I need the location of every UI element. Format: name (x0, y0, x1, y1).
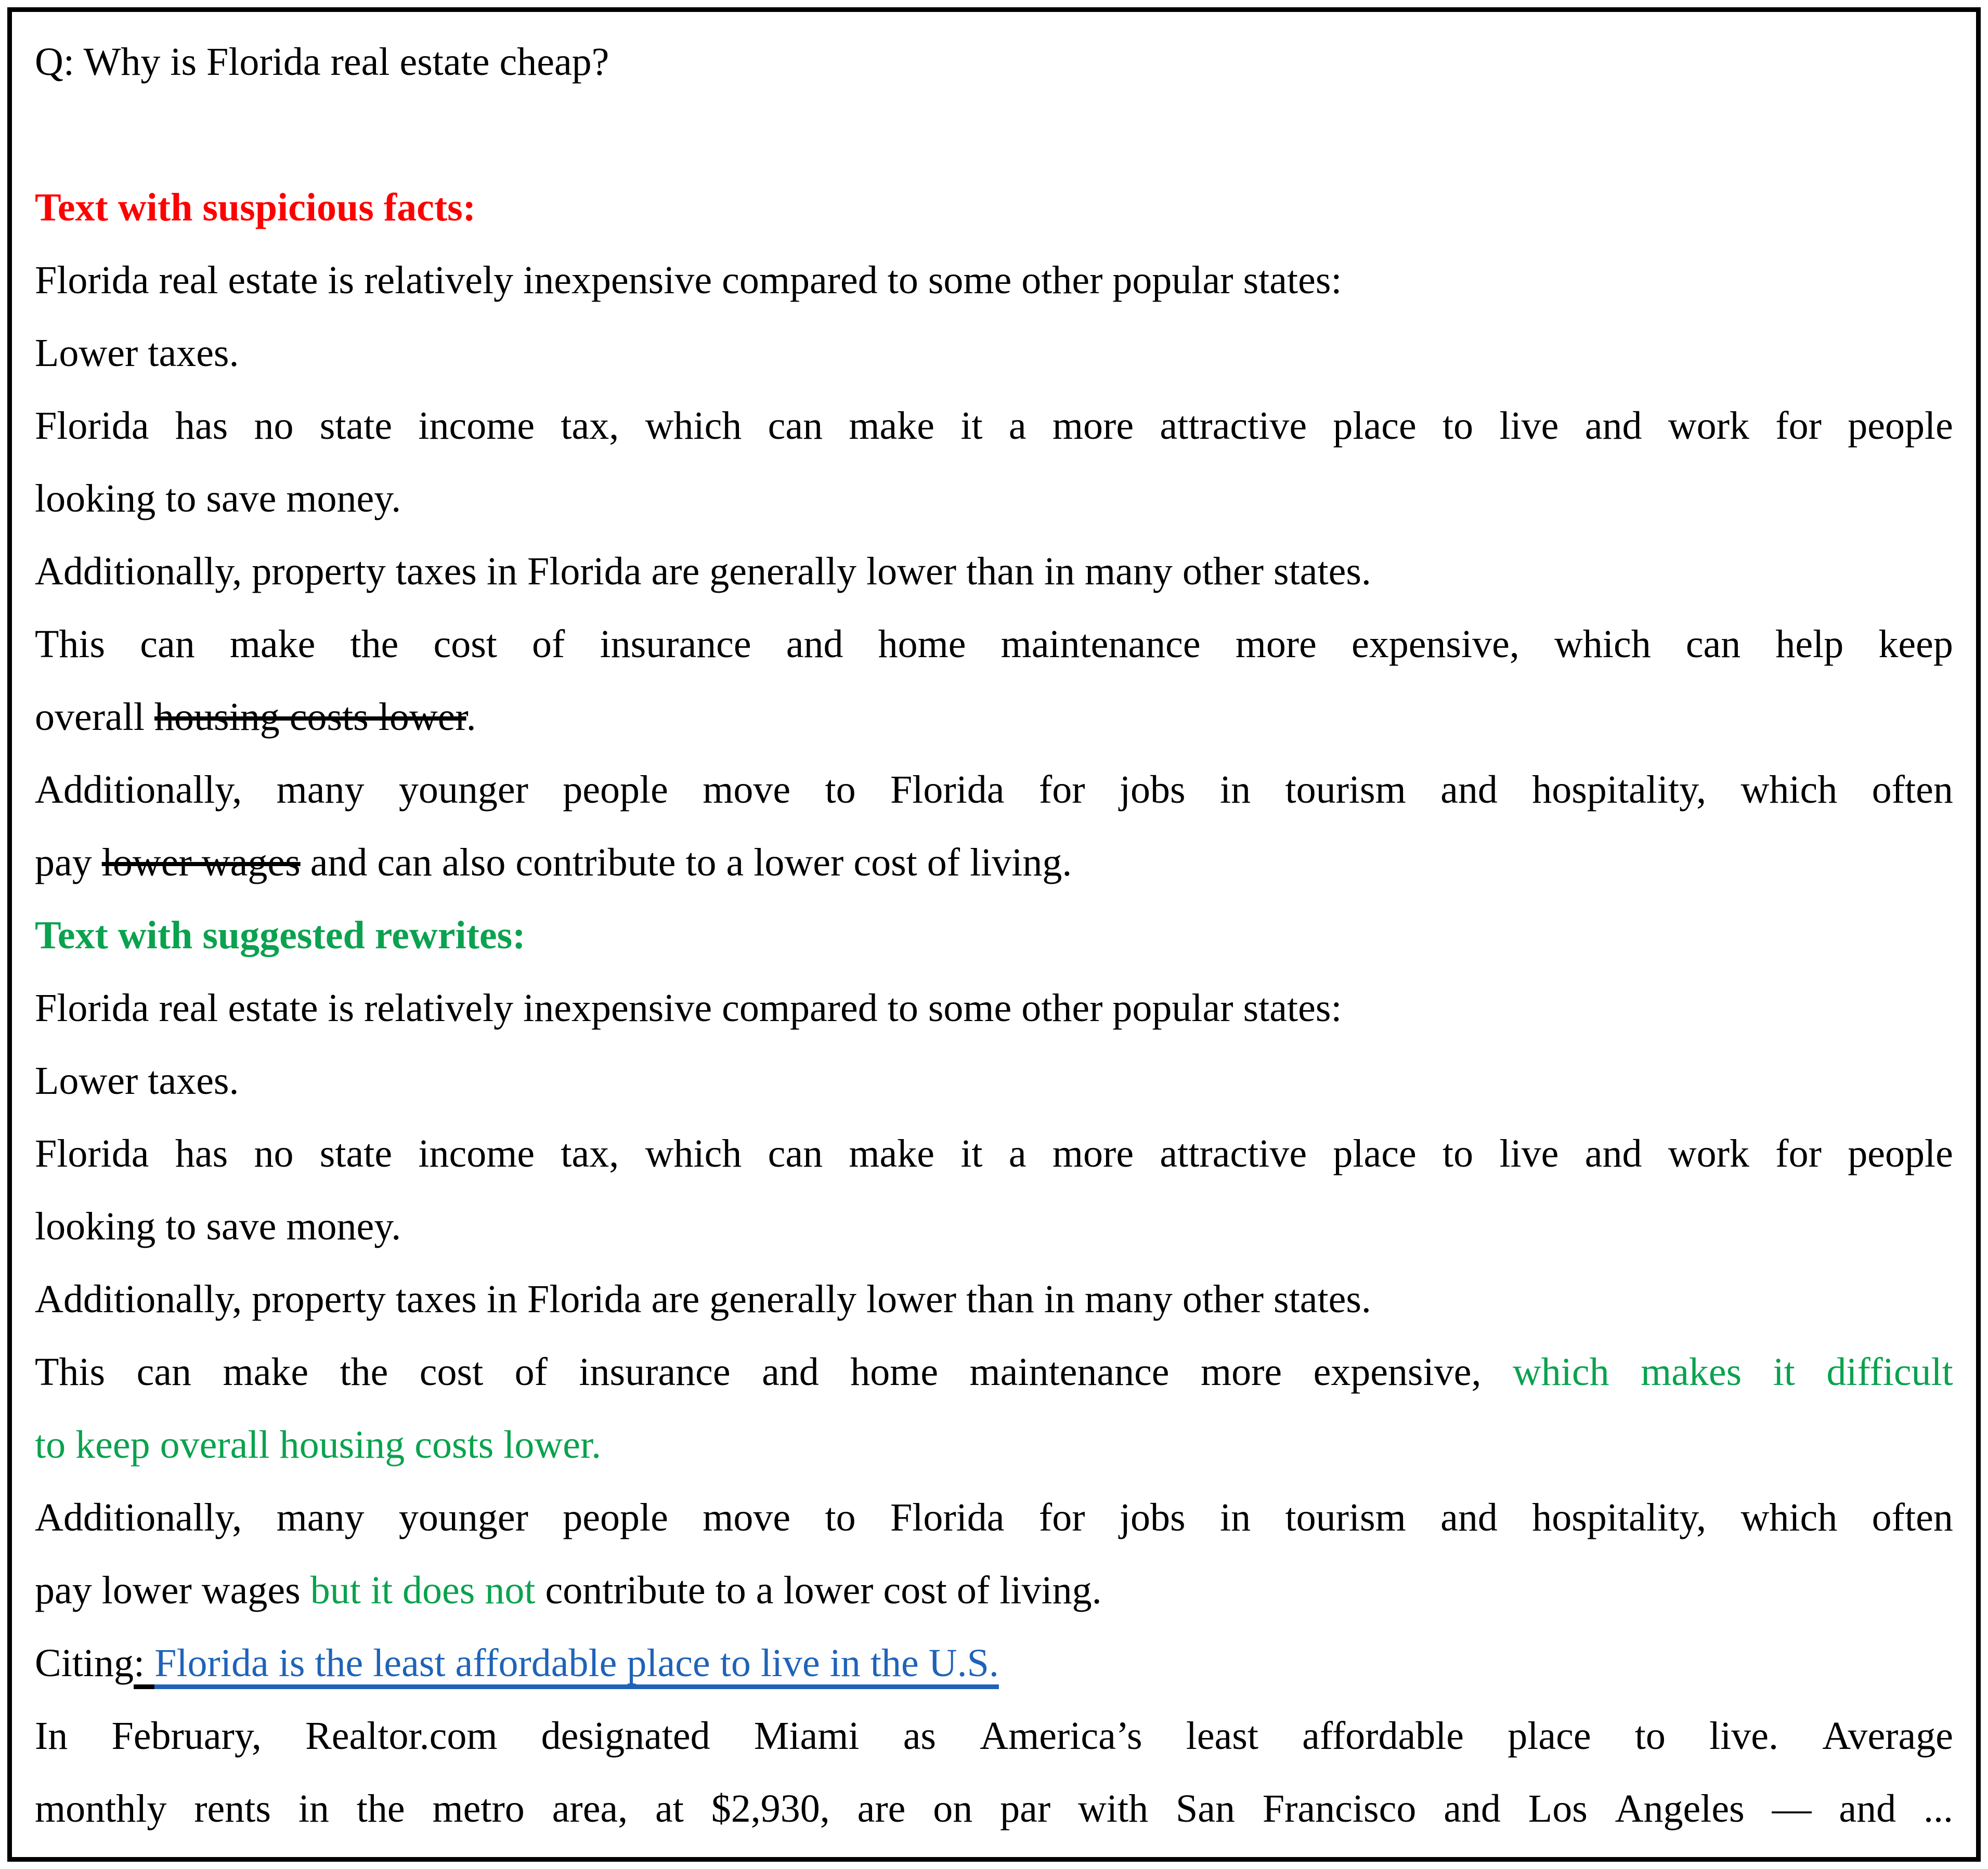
text-segment: more (1052, 1132, 1134, 1175)
text-segment: Text with suggested rewrites: (35, 913, 526, 957)
text-segment: expensive, (1313, 1350, 1482, 1394)
text-segment: and (1440, 768, 1498, 812)
text-segment: and (1584, 1132, 1642, 1175)
text-segment: insurance (600, 622, 751, 666)
text-segment: $2,930, (711, 1787, 830, 1831)
text-segment: jobs (1119, 768, 1186, 812)
question-line (35, 25, 1953, 98)
text-segment: can (768, 1132, 823, 1175)
text-segment: Florida real estate is relatively inexpensive compared to some other popular states: (35, 258, 1342, 302)
text-segment: tourism (1285, 1496, 1406, 1539)
suspicious-facts-heading (35, 171, 1953, 244)
text-segment: live (1499, 404, 1559, 448)
text-segment: This (35, 1350, 106, 1394)
text-segment: least (1186, 1714, 1258, 1758)
text-segment: which (1554, 622, 1651, 666)
text-line (35, 1700, 1953, 1772)
text-segment: Miami (753, 1714, 860, 1758)
text-segment: it (960, 1132, 983, 1175)
text-segment: housing costs lower (154, 695, 466, 739)
text-segment: lower wages (101, 841, 301, 884)
text-segment: Francisco (1262, 1787, 1417, 1831)
text-segment: can (140, 622, 195, 666)
text-segment: younger (398, 1496, 528, 1539)
text-segment: This (35, 622, 106, 666)
text-segment: work (1668, 1132, 1749, 1175)
text-segment: live. (1709, 1714, 1779, 1758)
text-segment: more (1052, 404, 1134, 448)
text-segment: a (1008, 1132, 1027, 1175)
text-line (35, 608, 1953, 681)
text-segment: . (466, 695, 476, 739)
text-segment: hospitality, (1532, 768, 1707, 812)
text-segment: tourism (1285, 768, 1406, 812)
text-segment: and can also contribute to a lower cost of living. (300, 841, 1072, 884)
text-segment: to (1443, 1132, 1474, 1175)
text-segment: many (276, 1496, 365, 1539)
text-segment: to (1443, 404, 1474, 448)
text-segment: : (134, 1641, 155, 1685)
text-segment: to (1634, 1714, 1666, 1758)
text-segment: with (1078, 1787, 1149, 1831)
text-line (35, 1481, 1953, 1554)
text-line (35, 1263, 1953, 1336)
text-segment: hospitality, (1532, 1496, 1707, 1539)
text-segment: Realtor.com (305, 1714, 498, 1758)
text-segment: and (1839, 1787, 1896, 1831)
text-segment: monthly (35, 1787, 167, 1831)
text-segment: often (1872, 768, 1953, 812)
text-segment: place (1508, 1714, 1591, 1758)
text-segment: to keep overall housing costs lower. (35, 1423, 602, 1467)
text-segment: income (418, 1132, 535, 1175)
text-segment: area, (552, 1787, 628, 1831)
text-segment: to (825, 1496, 856, 1539)
text-segment: make (223, 1350, 309, 1394)
text-segment: make (849, 404, 934, 448)
text-segment: the (356, 1787, 405, 1831)
text-segment: Florida (890, 1496, 1005, 1539)
text-segment: for (1775, 1132, 1822, 1175)
text-line (35, 244, 1953, 317)
text-segment: place (1333, 404, 1417, 448)
text-segment: attractive (1160, 404, 1307, 448)
text-segment: can (768, 404, 823, 448)
text-segment: designated (541, 1714, 710, 1758)
text-segment: Q: Why is Florida real estate cheap? (35, 40, 609, 84)
text-segment: overall (35, 695, 155, 739)
text-segment: for (1038, 1496, 1085, 1539)
text-segment: people (563, 768, 668, 812)
spacer-line (35, 98, 1953, 171)
text-line (35, 1117, 1953, 1190)
text-segment: ... (1924, 1787, 1953, 1831)
text-segment: people (1848, 1132, 1953, 1175)
text-segment: more (1200, 1350, 1282, 1394)
text-segment: Angeles (1615, 1787, 1745, 1831)
text-segment: has (175, 404, 228, 448)
text-segment: February, (111, 1714, 262, 1758)
text-segment: In (35, 1714, 68, 1758)
text-segment: Lower taxes. (35, 1059, 239, 1103)
text-segment: Los (1528, 1787, 1588, 1831)
text-segment: Citing (35, 1641, 134, 1685)
text-segment: affordable (1302, 1714, 1464, 1758)
text-segment: the (350, 622, 399, 666)
text-segment: attractive (1160, 1132, 1307, 1175)
text-segment: Additionally, property taxes in Florida are generally lower than in many other states. (35, 550, 1371, 593)
text-segment: jobs (1119, 1496, 1186, 1539)
text-segment: state (319, 404, 393, 448)
text-segment: keep (1878, 622, 1953, 666)
text-segment: maintenance (1001, 622, 1201, 666)
text-line (35, 1044, 1953, 1117)
text-segment: cost (433, 622, 497, 666)
text-segment: America’s (980, 1714, 1142, 1758)
text-line (35, 389, 1953, 462)
text-segment: and (1584, 404, 1642, 448)
text-segment: make (229, 622, 316, 666)
suggested-rewrites-heading (35, 899, 1953, 972)
text-line (35, 462, 1953, 535)
text-segment: pay lower wages (35, 1569, 310, 1612)
text-segment: for (1775, 404, 1822, 448)
text-segment: income (418, 404, 535, 448)
text-segment: no (254, 404, 294, 448)
text-segment: Florida (35, 404, 149, 448)
text-segment: in (1220, 1496, 1251, 1539)
text-segment: often (1872, 1496, 1953, 1539)
text-segment: to (825, 768, 856, 812)
text-segment: Florida (35, 1132, 149, 1175)
text-line (35, 535, 1953, 608)
text-segment: insurance (579, 1350, 731, 1394)
text-segment: tax, (561, 1132, 619, 1175)
text-segment: which (1512, 1350, 1609, 1394)
text-segment: contribute to a lower cost of living. (535, 1569, 1102, 1612)
text-segment: younger (398, 768, 528, 812)
text-segment: no (254, 1132, 294, 1175)
text-segment: Average (1822, 1714, 1953, 1758)
citation-link[interactable]: Florida is the least affordable place to live in the U.S. (154, 1641, 999, 1685)
text-line (35, 1554, 1953, 1627)
text-segment: can (136, 1350, 192, 1394)
text-segment: in (1220, 768, 1251, 812)
text-segment: Lower taxes. (35, 331, 239, 375)
text-segment: Text with suspicious facts: (35, 186, 476, 229)
text-segment: and (762, 1350, 819, 1394)
text-line (35, 681, 1953, 753)
text-segment: which (1740, 1496, 1838, 1539)
text-segment: metro (432, 1787, 525, 1831)
text-segment: looking to save money. (35, 477, 401, 520)
text-line (35, 1772, 1953, 1845)
text-segment: pay (35, 841, 102, 884)
text-segment: and (1440, 1496, 1498, 1539)
text-segment: of (514, 1350, 548, 1394)
text-segment: Additionally, (35, 768, 242, 812)
text-segment: cost (419, 1350, 484, 1394)
text-segment: many (276, 768, 365, 812)
text-segment: live (1499, 1132, 1559, 1175)
text-segment: tax, (561, 404, 619, 448)
text-segment: work (1668, 404, 1749, 448)
text-segment: at (655, 1787, 684, 1831)
text-segment: which (1740, 768, 1838, 812)
citing-line (35, 1627, 1953, 1700)
text-segment: help (1775, 622, 1844, 666)
text-segment: more (1235, 622, 1317, 666)
text-segment: move (703, 768, 791, 812)
text-line (35, 317, 1953, 389)
text-segment: which (645, 404, 742, 448)
text-line (35, 972, 1953, 1044)
text-segment: as (903, 1714, 937, 1758)
document-frame (7, 7, 1981, 1862)
text-segment: San (1176, 1787, 1235, 1831)
text-segment: — (1772, 1787, 1812, 1831)
text-segment: it (960, 404, 983, 448)
text-segment: and (786, 622, 843, 666)
text-line (35, 1190, 1953, 1263)
text-segment: par (1000, 1787, 1051, 1831)
text-segment: people (563, 1496, 668, 1539)
text-segment: makes (1641, 1350, 1742, 1394)
text-segment: of (532, 622, 565, 666)
text-segment: on (933, 1787, 973, 1831)
document-body (35, 25, 1953, 1845)
text-segment: but it does not (310, 1569, 536, 1612)
text-segment: state (319, 1132, 393, 1175)
text-segment: which (645, 1132, 742, 1175)
text-segment: Florida (890, 768, 1005, 812)
text-segment: Florida real estate is relatively inexpensive compared to some other popular states: (35, 986, 1342, 1030)
text-segment: people (1848, 404, 1953, 448)
text-segment: it (1773, 1350, 1795, 1394)
text-segment: are (857, 1787, 906, 1831)
text-segment: can (1685, 622, 1741, 666)
text-segment: home (850, 1350, 939, 1394)
text-segment: Additionally, (35, 1496, 242, 1539)
text-segment: looking to save money. (35, 1205, 401, 1248)
text-segment: difficult (1826, 1350, 1953, 1394)
text-line (35, 753, 1953, 826)
text-line (35, 1408, 1953, 1481)
text-segment: a (1008, 404, 1027, 448)
text-segment: rents (194, 1787, 271, 1831)
text-segment: the (340, 1350, 388, 1394)
text-segment: home (878, 622, 966, 666)
text-line (35, 1336, 1953, 1408)
text-segment: for (1038, 768, 1085, 812)
text-segment: has (175, 1132, 228, 1175)
text-segment: in (298, 1787, 329, 1831)
text-segment: place (1333, 1132, 1417, 1175)
text-segment: Additionally, property taxes in Florida are generally lower than in many other states. (35, 1277, 1371, 1321)
text-segment: make (849, 1132, 934, 1175)
text-segment: expensive, (1351, 622, 1519, 666)
text-segment: maintenance (969, 1350, 1170, 1394)
text-line (35, 826, 1953, 899)
text-segment: move (703, 1496, 791, 1539)
text-segment: and (1444, 1787, 1501, 1831)
